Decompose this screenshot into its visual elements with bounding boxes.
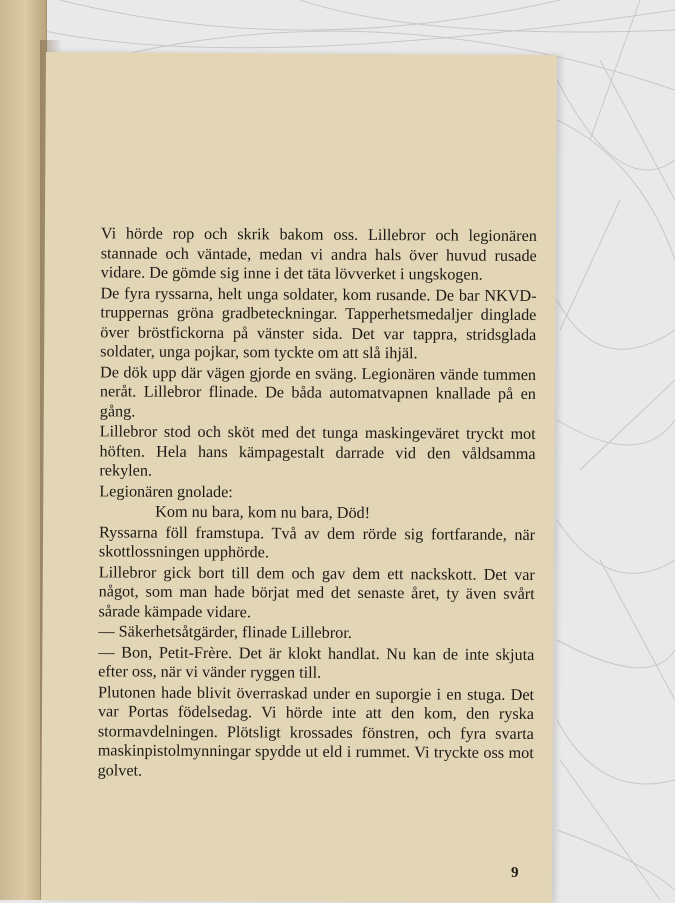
book-page: [41, 52, 557, 903]
paragraph: De dök upp där vägen gjorde en sväng. Legionären vände tummen neråt. Lillebror flinade. De båda automatvapnen knallade på en gång.: [99, 362, 537, 421]
dialogue-line: — Bon, Petit-Frère. Det är klokt handlat. Nu kan de inte skjuta efter oss, när vi vänder ryggen till.: [98, 642, 535, 682]
paragraph: Vi hörde rop och skrik bakom oss. Lillebror och legionären stannade och väntade, medan vi andra hals över huvud rusade vidare. De gömde sig inne i det täta lövverket i ungskogen.: [100, 224, 537, 284]
paragraph: Lillebror gick bort till dem och gav dem ett nackskott. Det var något, som man hade börjat med det senaste året, ty även svårt sårade kämpade vidare.: [98, 562, 535, 621]
paragraph: Ryssarna föll framstupa. Två av dem rörde sig fortfarande, när skottlossningen upphörde.: [98, 522, 536, 562]
dialogue-line: — Säkerhetsåtgärder, flinade Lillebror.: [98, 622, 352, 642]
paragraph: Legionären gnolade:: [99, 481, 233, 501]
paragraph: Plutonen hade blivit överraskad under en suporgie i en stuga. Det var Portas födelsedag. Vi hörde inte att den kom, den ryska stormavdelningen. Plötsligt krossades fönstren, och fyra svarta maskinpistolmynningar spydde ut eld i rummet. Vi tryckte oss mot golvet.: [97, 682, 535, 780]
paragraph: De fyra ryssarna, helt unga soldater, kom rusande. De bar NKVD-truppernas gröna gradbeteckningar. Tapperhetsmedaljer dinglade över bröstfickorna på vänster sida. Det var tappra, stridsglada soldater, unga pojkar, som tyckte om att slå ihjäl.: [100, 283, 537, 363]
page-number: 9: [510, 864, 519, 881]
page-text: [98, 224, 537, 783]
song-line: Kom nu bara, kom nu bara, Död!: [155, 502, 371, 522]
paragraph: Lillebror stod och sköt med det tunga maskingeväret tryckt mot höften. Hela hans kämpagestalt darrade vid den våldsamma rekylen.: [99, 422, 536, 480]
